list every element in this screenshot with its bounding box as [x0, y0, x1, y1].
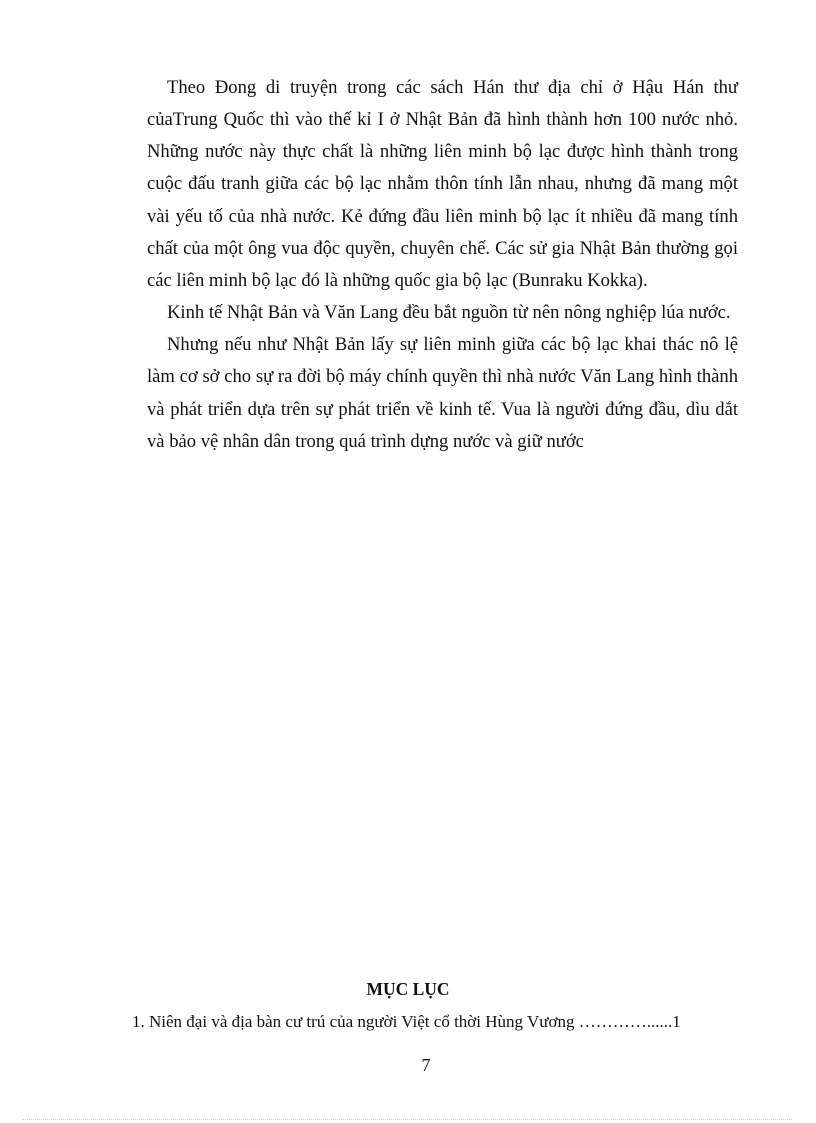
page-number: 7: [421, 1055, 431, 1075]
body-text: [147, 72, 738, 458]
paragraph: Kinh tế Nhật Bản và Văn Lang đều bắt nguồn từ nên nông nghiệp lúa nước.: [167, 302, 731, 324]
table-of-contents-title: MỤC LỤC: [366, 979, 450, 999]
toc-entry[interactable]: 1. Niên đại và địa bàn cư trú của người Việt cổ thời Hùng Vương …………......1: [132, 1012, 681, 1031]
page-bottom-divider: [22, 1119, 792, 1120]
paragraph: Theo Đong di truyện trong các sách Hán thư địa chỉ ở Hậu Hán thư củaTrung Quốc thì vào thế kỉ I ở Nhật Bản đã hình thành hơn 100 nước nhỏ. Những nước này thực chất là những liên minh bộ lạc được hình thành trong cuộc đấu tranh giữa các bộ lạc nhằm thôn tính lẫn nhau, nhưng đã mang một vài yếu tố của nhà nước. Kẻ đứng đầu liên minh bộ lạc ít nhiều đã mang tính chất của một ông vua độc quyền, chuyên chế. Các sử gia Nhật Bản thường gọi các liên minh bộ lạc đó là những quốc gia bộ lạc (Bunraku Kokka).: [147, 77, 738, 291]
paragraph: Nhưng nếu như Nhật Bản lấy sự liên minh giữa các bộ lạc khai thác nô lệ làm cơ sở cho sự ra đời bộ máy chính quyền thì nhà nước Văn Lang hình thành và phát triển dựa trên sự phát triển về kinh tế. Vua là người đứng đầu, dìu dắt và bảo vệ nhân dân trong quá trình dựng nước và giữ nước: [147, 334, 738, 452]
